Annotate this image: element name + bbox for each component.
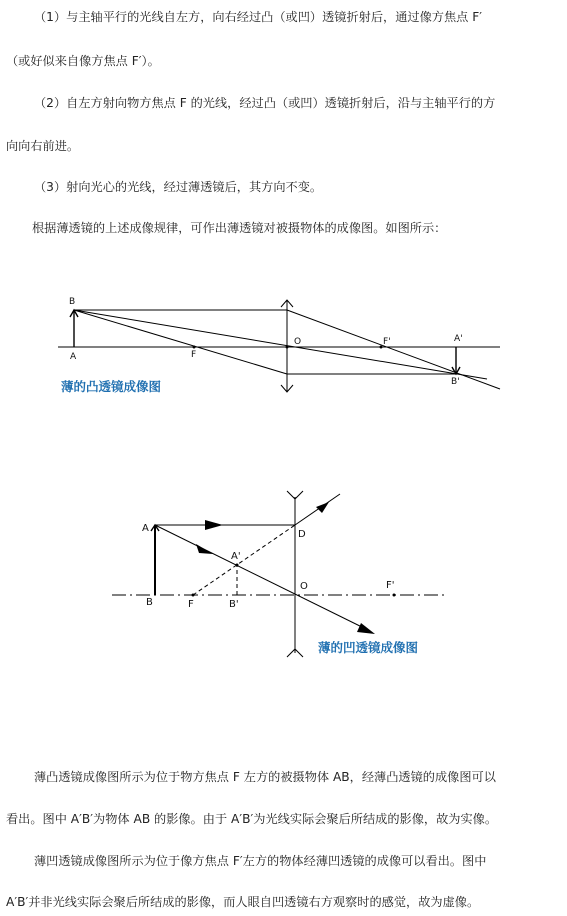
concave-label-bprime: B' — [229, 599, 239, 610]
concave-ray-refracted — [295, 494, 340, 525]
convex-label-bprime: B' — [451, 377, 460, 387]
concave-arrowhead-parallel — [205, 520, 223, 530]
concave-label-a: A — [142, 523, 149, 534]
rule2-line2: 向向右前进。 — [6, 139, 80, 153]
convex-ray-through-fprime — [287, 310, 500, 389]
convex-label-o: O — [294, 337, 302, 347]
convex-ray-center — [74, 310, 487, 379]
convex-label-a: A — [70, 352, 77, 362]
convex-label-b: B — [69, 297, 76, 307]
rule1-line2: （或好似来自像方焦点 F′）。 — [6, 54, 160, 68]
concave-label-b: B — [146, 597, 153, 608]
concave-explanation-line1: 薄凹透镜成像图所示为位于像方焦点 F′左方的物体经薄凹透镜的成像可以看出。图中 — [34, 854, 487, 868]
concave-ray-center — [155, 525, 370, 631]
rule3-line: （3）射向光心的光线，经过薄透镜后，其方向不变。 — [34, 180, 323, 194]
concave-label-o: O — [300, 581, 308, 592]
concave-arrowhead-bottom — [357, 623, 375, 634]
convex-explanation-line1: 薄凸透镜成像图所示为位于物方焦点 F 左方的被摄物体 AB，经薄凸透镜的成像图可以 — [34, 770, 496, 784]
rule1-line1: （1）与主轴平行的光线自左方，向右经过凸（或凹）透镜折射后，通过像方焦点 F′ — [34, 10, 482, 24]
convex-explanation-line2: 看出。图中 A′B′为物体 AB 的影像。由于 A′B′为光线实际会聚后所结成的影像，故为实像。 — [6, 812, 498, 826]
convex-label-aprime: A' — [454, 334, 463, 344]
concave-virtual-extension — [193, 525, 295, 595]
convex-label-f: F — [191, 350, 197, 360]
intro-line: 根据薄透镜的上述成像规律，可作出薄透镜对被摄物体的成像图。如图所示： — [32, 221, 447, 235]
concave-label-f: F — [188, 599, 194, 610]
concave-lens-diagram — [0, 485, 567, 665]
concave-explanation-line2: A′B′并非光线实际会聚后所结成的影像，而人眼自凹透镜右方观察时的感觉，故为虚像。 — [6, 895, 480, 909]
concave-arrowhead-center — [196, 544, 213, 554]
concave-label-aprime: A' — [231, 551, 241, 562]
concave-label-d: D — [298, 529, 306, 540]
rule2-line1: （2）自左方射向物方焦点 F 的光线，经过凸（或凹）透镜折射后，沿与主轴平行的方 — [34, 96, 496, 110]
convex-label-fprime: F' — [383, 337, 391, 347]
concave-label-fprime: F' — [386, 580, 395, 591]
convex-ray-through-f — [74, 310, 287, 374]
concave-arrowhead-refracted — [316, 502, 329, 513]
convex-lens-diagram — [0, 280, 567, 420]
concave-caption: 薄的凹透镜成像图 — [318, 640, 419, 655]
convex-caption: 薄的凸透镜成像图 — [61, 379, 162, 394]
